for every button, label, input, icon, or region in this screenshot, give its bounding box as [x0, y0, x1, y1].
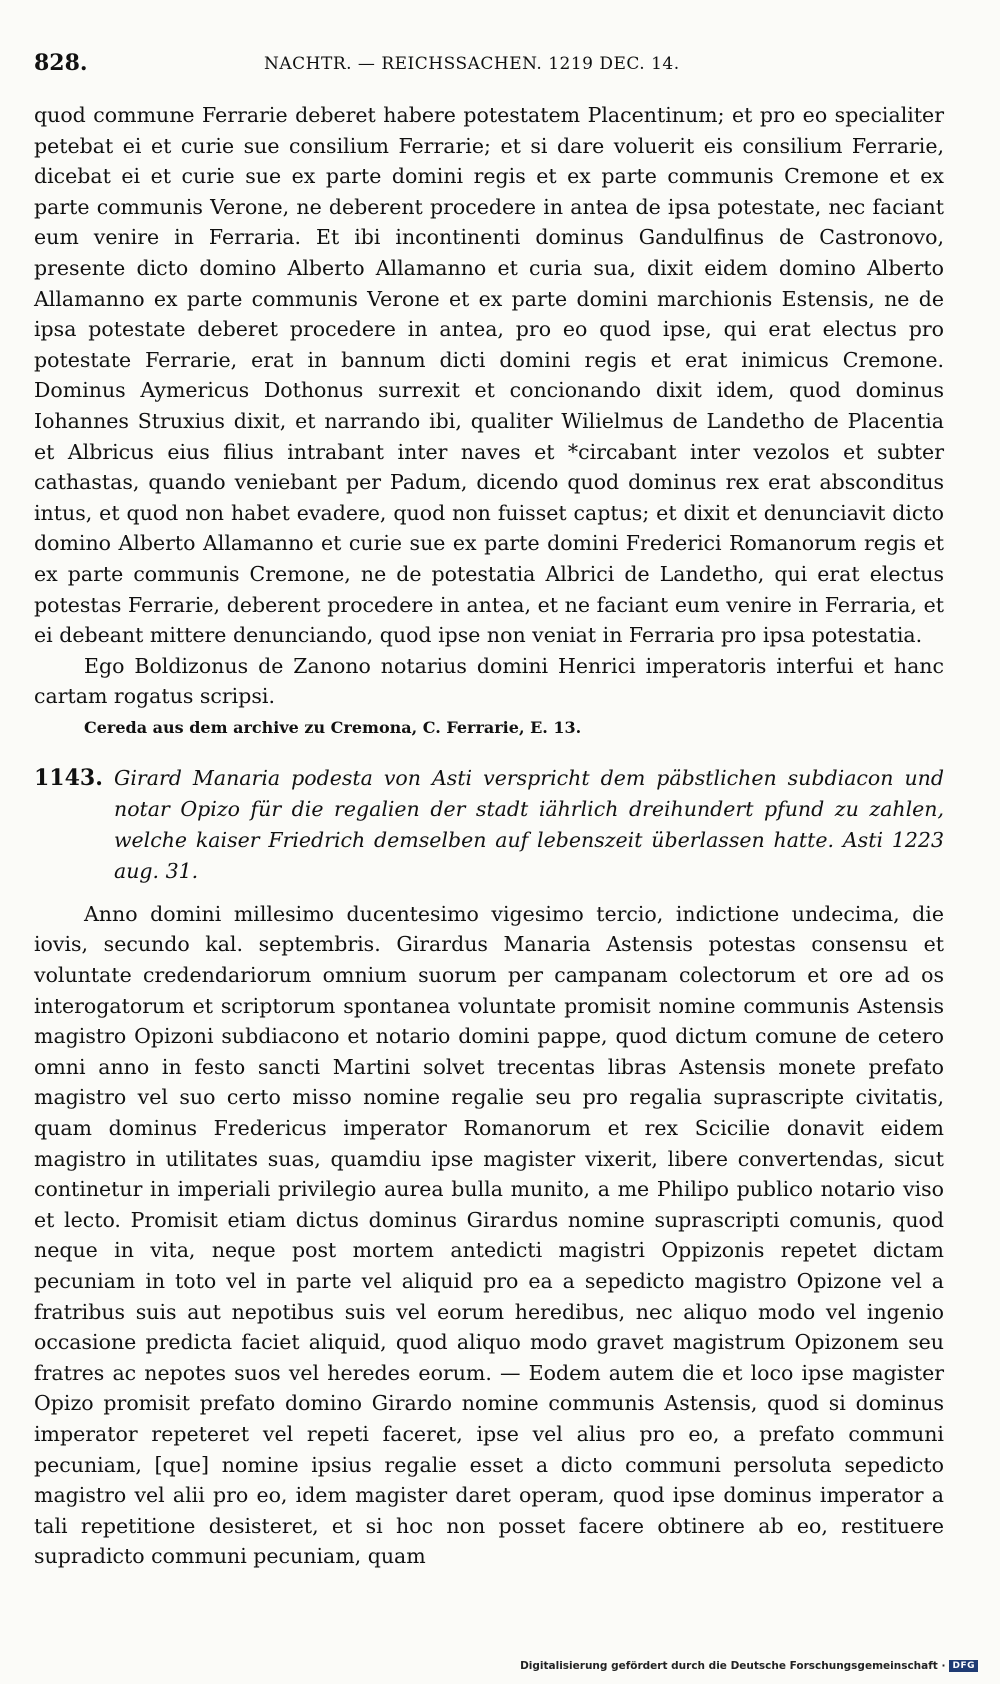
page-body: [34, 100, 944, 1572]
credit-text: Digitalisierung gefördert durch die Deutsche Forschungsgemeinschaft ·: [520, 1660, 946, 1672]
continuation-paragraph: quod commune Ferrarie deberet habere potestatem Placentinum; et pro eo specialiter petebat ei et curie sue consilium Ferrarie; et si dare voluerit eis consilium Ferrarie, dicebat ei et curie sue ex parte domini regis et ex parte communis Cremone et ex parte communis Verone, ne deberent procedere in antea de ipsa potestate, nec faciant eum venire in Ferraria. Et ibi incontinenti dominus Gandulfinus de Castronovo, presente dicto domino Alberto Allamanno et curia sua, dixit eidem domino Alberto Allamanno ex parte communis Verone et ex parte domini marchionis Estensis, ne de ipsa potestate deberet procedere in antea, pro eo quod ipse, qui erat electus pro potestate Ferrarie, erat in bannum dicti domini regis et erat inimicus Cremone. Dominus Aymericus Dothonus surrexit et concionando dixit idem, quod dominus Iohannes Struxius dixit, et narrando ibi, qualiter Wilielmus de Landetho de Placentia et Albricus eius filius intrabant inter naves et *circabant inter vezolos et subter cathastas, quando veniebant per Padum, dicendo quod dominus rex erat absconditus intus, et quod non habet evadere, quod non fuisset captus; et dixit et denunciavit dicto domino Alberto Allamanno et curie sue ex parte domini Frederici Romanorum regis et ex parte communis Cremone, ne de potestatia Albrici de Landetho, qui erat electus potestas Ferrarie, deberent procedere in antea, et ne faciant eum venire in Ferraria, et ei debeant mittere denunciando, quod ipse non veniat in Ferraria pro ipsa potestatia.: [34, 103, 944, 648]
dfg-logo: DFG: [949, 1660, 978, 1672]
digitization-credit: [520, 1660, 978, 1672]
regest-text: Girard Manaria podesta von Asti verspricht dem päbstlichen subdiacon und notar Opizo für die regalien der stadt iährlich dreihundert pfund zu zahlen, welche kaiser Friedrich demselben auf lebenszeit überlassen hatte. Asti 1223 aug. 31.: [114, 765, 944, 883]
charter-text: Anno domini millesimo ducentesimo vigesimo tercio, indictione undecima, die iovis, secundo kal. septembris. Girardus Manaria Astensis potestas consensu et voluntate credendariorum omnium suorum per campanam colectorum et ore ad os interogatorum et scriptorum spontanea voluntate promisit nomine communis Astensis magistro Opizoni subdiacono et notario domini pappe, quod dictum comune de cetero omni anno in festo sancti Martini solvet trecentas libras Astensis monete prefato magistro vel suo certo misso nomine regalie seu pro regalia suprascripte civitatis, quam dominus Fredericus imperator Romanorum et rex Scicilie donavit eidem magistro in utilitates suas, quamdiu ipse magister vixerit, libere convertendas, sicut continetur in imperiali privilegio aurea bulla munito, a me Philipo publico notario viso et lecto. Promisit etiam dictus dominus Girardus nomine suprascripti comunis, quod neque in vita, neque post mortem antedicti magistri Oppizonis repetet dictam pecuniam in toto vel in parte vel aliquid pro ea a sepedicto magistro Opizone vel a fratribus suis aut nepotibus suis vel eorum heredibus, nec aliquo modo vel ingenio occasione predicta faciet aliquid, quod aliquo modo gravet magistrum Opizonem seu fratres ac nepotes suos vel heredes eorum. — Eodem autem die et loco ipse magister Opizo promisit prefato domino Girardo nomine communis Astensis, quod si dominus imperator repeteret vel repeti faceret, ipse vel alius pro eo, a prefato communi pecuniam, [que] nomine ipsius regalie esset a dicto communi persoluta sepedicto magistro vel alii pro eo, idem magister daret operam, quod ipse dominus imperator a tali repetitione desisteret, et si hoc non posset facere obtinere ab eo, restituere supradicto communi pecuniam, quam: [34, 901, 944, 1569]
notary-signature: Ego Boldizonus de Zanono notarius domini Henrici imperatoris interfui et hanc cartam rogatus scripsi.: [34, 653, 944, 709]
running-header: [34, 50, 944, 82]
entry-regest: [34, 763, 944, 887]
page-number: 828.: [34, 50, 88, 76]
entry-number: 1143.: [34, 764, 103, 791]
document-page: [34, 0, 944, 1684]
running-title: NACHTR. — REICHSSACHEN. 1219 DEC. 14.: [264, 54, 680, 74]
source-note: Cereda aus dem archive zu Cremona, C. Ferrarie, E. 13.: [84, 717, 582, 737]
